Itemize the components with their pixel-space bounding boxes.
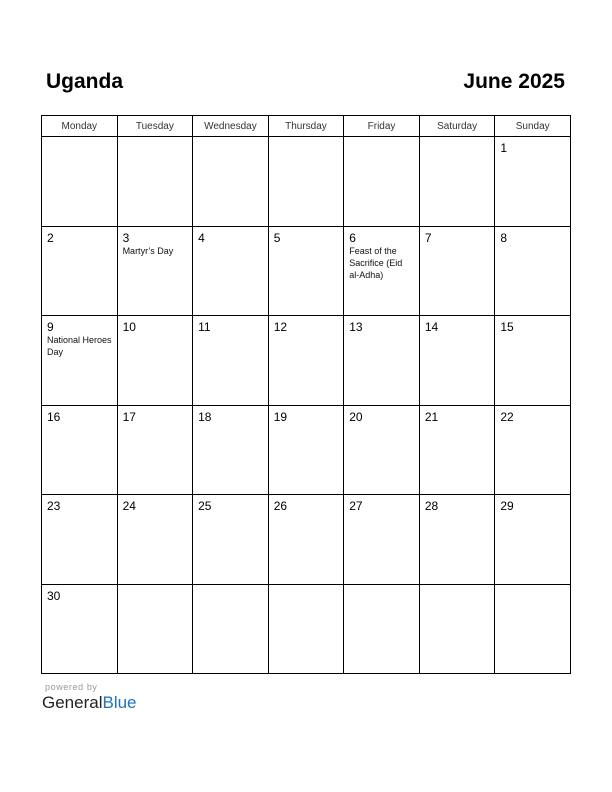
day-number: 24: [122, 499, 136, 513]
day-number: 18: [198, 409, 212, 424]
day-number: 29: [500, 499, 514, 513]
day-cell: [268, 495, 344, 585]
day-cell: [42, 226, 118, 316]
day-number: 7: [424, 230, 432, 245]
weekday-monday: Monday: [42, 116, 118, 137]
day-number: 26: [273, 499, 288, 513]
day-number: 6: [349, 230, 356, 245]
day-cell: [193, 137, 269, 227]
month-year-title: June 2025: [463, 70, 565, 93]
weekday-header-row: [42, 116, 571, 137]
country-title: Uganda: [46, 70, 124, 93]
day-cell: [344, 226, 420, 316]
day-cell: [117, 405, 193, 495]
day-number: 19: [273, 409, 288, 424]
day-number: 2: [47, 230, 54, 245]
day-number: 13: [349, 320, 363, 334]
weekday-tuesday: Tuesday: [117, 116, 193, 137]
day-cell: [268, 226, 344, 316]
day-number: 27: [349, 499, 363, 513]
weekday-wednesday: Wednesday: [193, 116, 269, 137]
day-cell: [42, 316, 118, 406]
day-cell: [495, 137, 571, 227]
day-cell: [117, 584, 193, 674]
day-number: 23: [47, 499, 61, 513]
weekday-sunday: Sunday: [495, 116, 571, 137]
day-cell: [42, 405, 118, 495]
day-cell: [495, 226, 571, 316]
day-cell: [117, 226, 193, 316]
brand-general: General: [42, 693, 103, 712]
day-cell: [117, 137, 193, 227]
day-cell: [419, 226, 495, 316]
day-number: 5: [273, 230, 281, 245]
day-cell: [268, 316, 344, 406]
week-row: [42, 405, 571, 495]
day-cell: [42, 137, 118, 227]
day-cell: [268, 137, 344, 227]
day-number: 9: [47, 320, 54, 334]
day-cell: [193, 584, 269, 674]
day-cell: [419, 137, 495, 227]
day-cell: [193, 495, 269, 585]
holiday-label: Martyr’s Day: [122, 245, 174, 256]
day-cell: [344, 584, 420, 674]
day-cell: [495, 316, 571, 406]
day-number: 21: [424, 409, 439, 424]
day-cell: [193, 316, 269, 406]
holiday-label: National Heroes Day: [47, 335, 112, 357]
day-number: 20: [349, 409, 363, 424]
day-number: 30: [47, 588, 61, 603]
brand-blue: Blue: [102, 693, 137, 712]
day-number: 15: [500, 320, 514, 334]
day-cell: [117, 495, 193, 585]
day-number: 22: [500, 409, 514, 424]
day-cell: [344, 405, 420, 495]
day-cell: [495, 495, 571, 585]
weekday-saturday: Saturday: [419, 116, 495, 137]
day-cell: [419, 584, 495, 674]
weekday-friday: Friday: [344, 116, 420, 137]
day-number: 14: [424, 320, 439, 334]
day-number: 8: [500, 230, 508, 245]
week-row: [42, 137, 571, 227]
calendar-body: [42, 137, 571, 674]
day-cell: [42, 495, 118, 585]
day-cell: [344, 137, 420, 227]
day-number: 4: [198, 230, 205, 245]
day-cell: [42, 584, 118, 674]
day-cell: [419, 405, 495, 495]
day-number: 11: [198, 320, 211, 334]
day-number: 25: [198, 499, 212, 513]
day-cell: [344, 316, 420, 406]
calendar-grid: [41, 115, 571, 674]
day-number: 1: [500, 141, 508, 155]
day-cell: [193, 405, 269, 495]
holiday-label: Feast of the Sacrifice (Eid al-Adha): [349, 245, 403, 280]
calendar-header: [46, 70, 565, 100]
day-cell: [268, 405, 344, 495]
powered-by-text: powered by: [45, 682, 98, 692]
day-number: 28: [424, 499, 439, 513]
brand-logo: [42, 693, 137, 713]
day-number: 10: [122, 320, 136, 334]
day-cell: [117, 316, 193, 406]
day-cell: [268, 584, 344, 674]
week-row: [42, 584, 571, 674]
day-cell: [193, 226, 269, 316]
day-cell: [419, 495, 495, 585]
day-number: 12: [273, 320, 288, 334]
day-cell: [495, 405, 571, 495]
day-number: 16: [47, 409, 61, 424]
week-row: [42, 316, 571, 406]
weekday-thursday: Thursday: [268, 116, 344, 137]
week-row: [42, 495, 571, 585]
day-cell: [495, 584, 571, 674]
day-cell: [344, 495, 420, 585]
week-row: [42, 226, 571, 316]
day-number: 3: [122, 230, 130, 245]
day-number: 17: [122, 409, 136, 424]
day-cell: [419, 316, 495, 406]
